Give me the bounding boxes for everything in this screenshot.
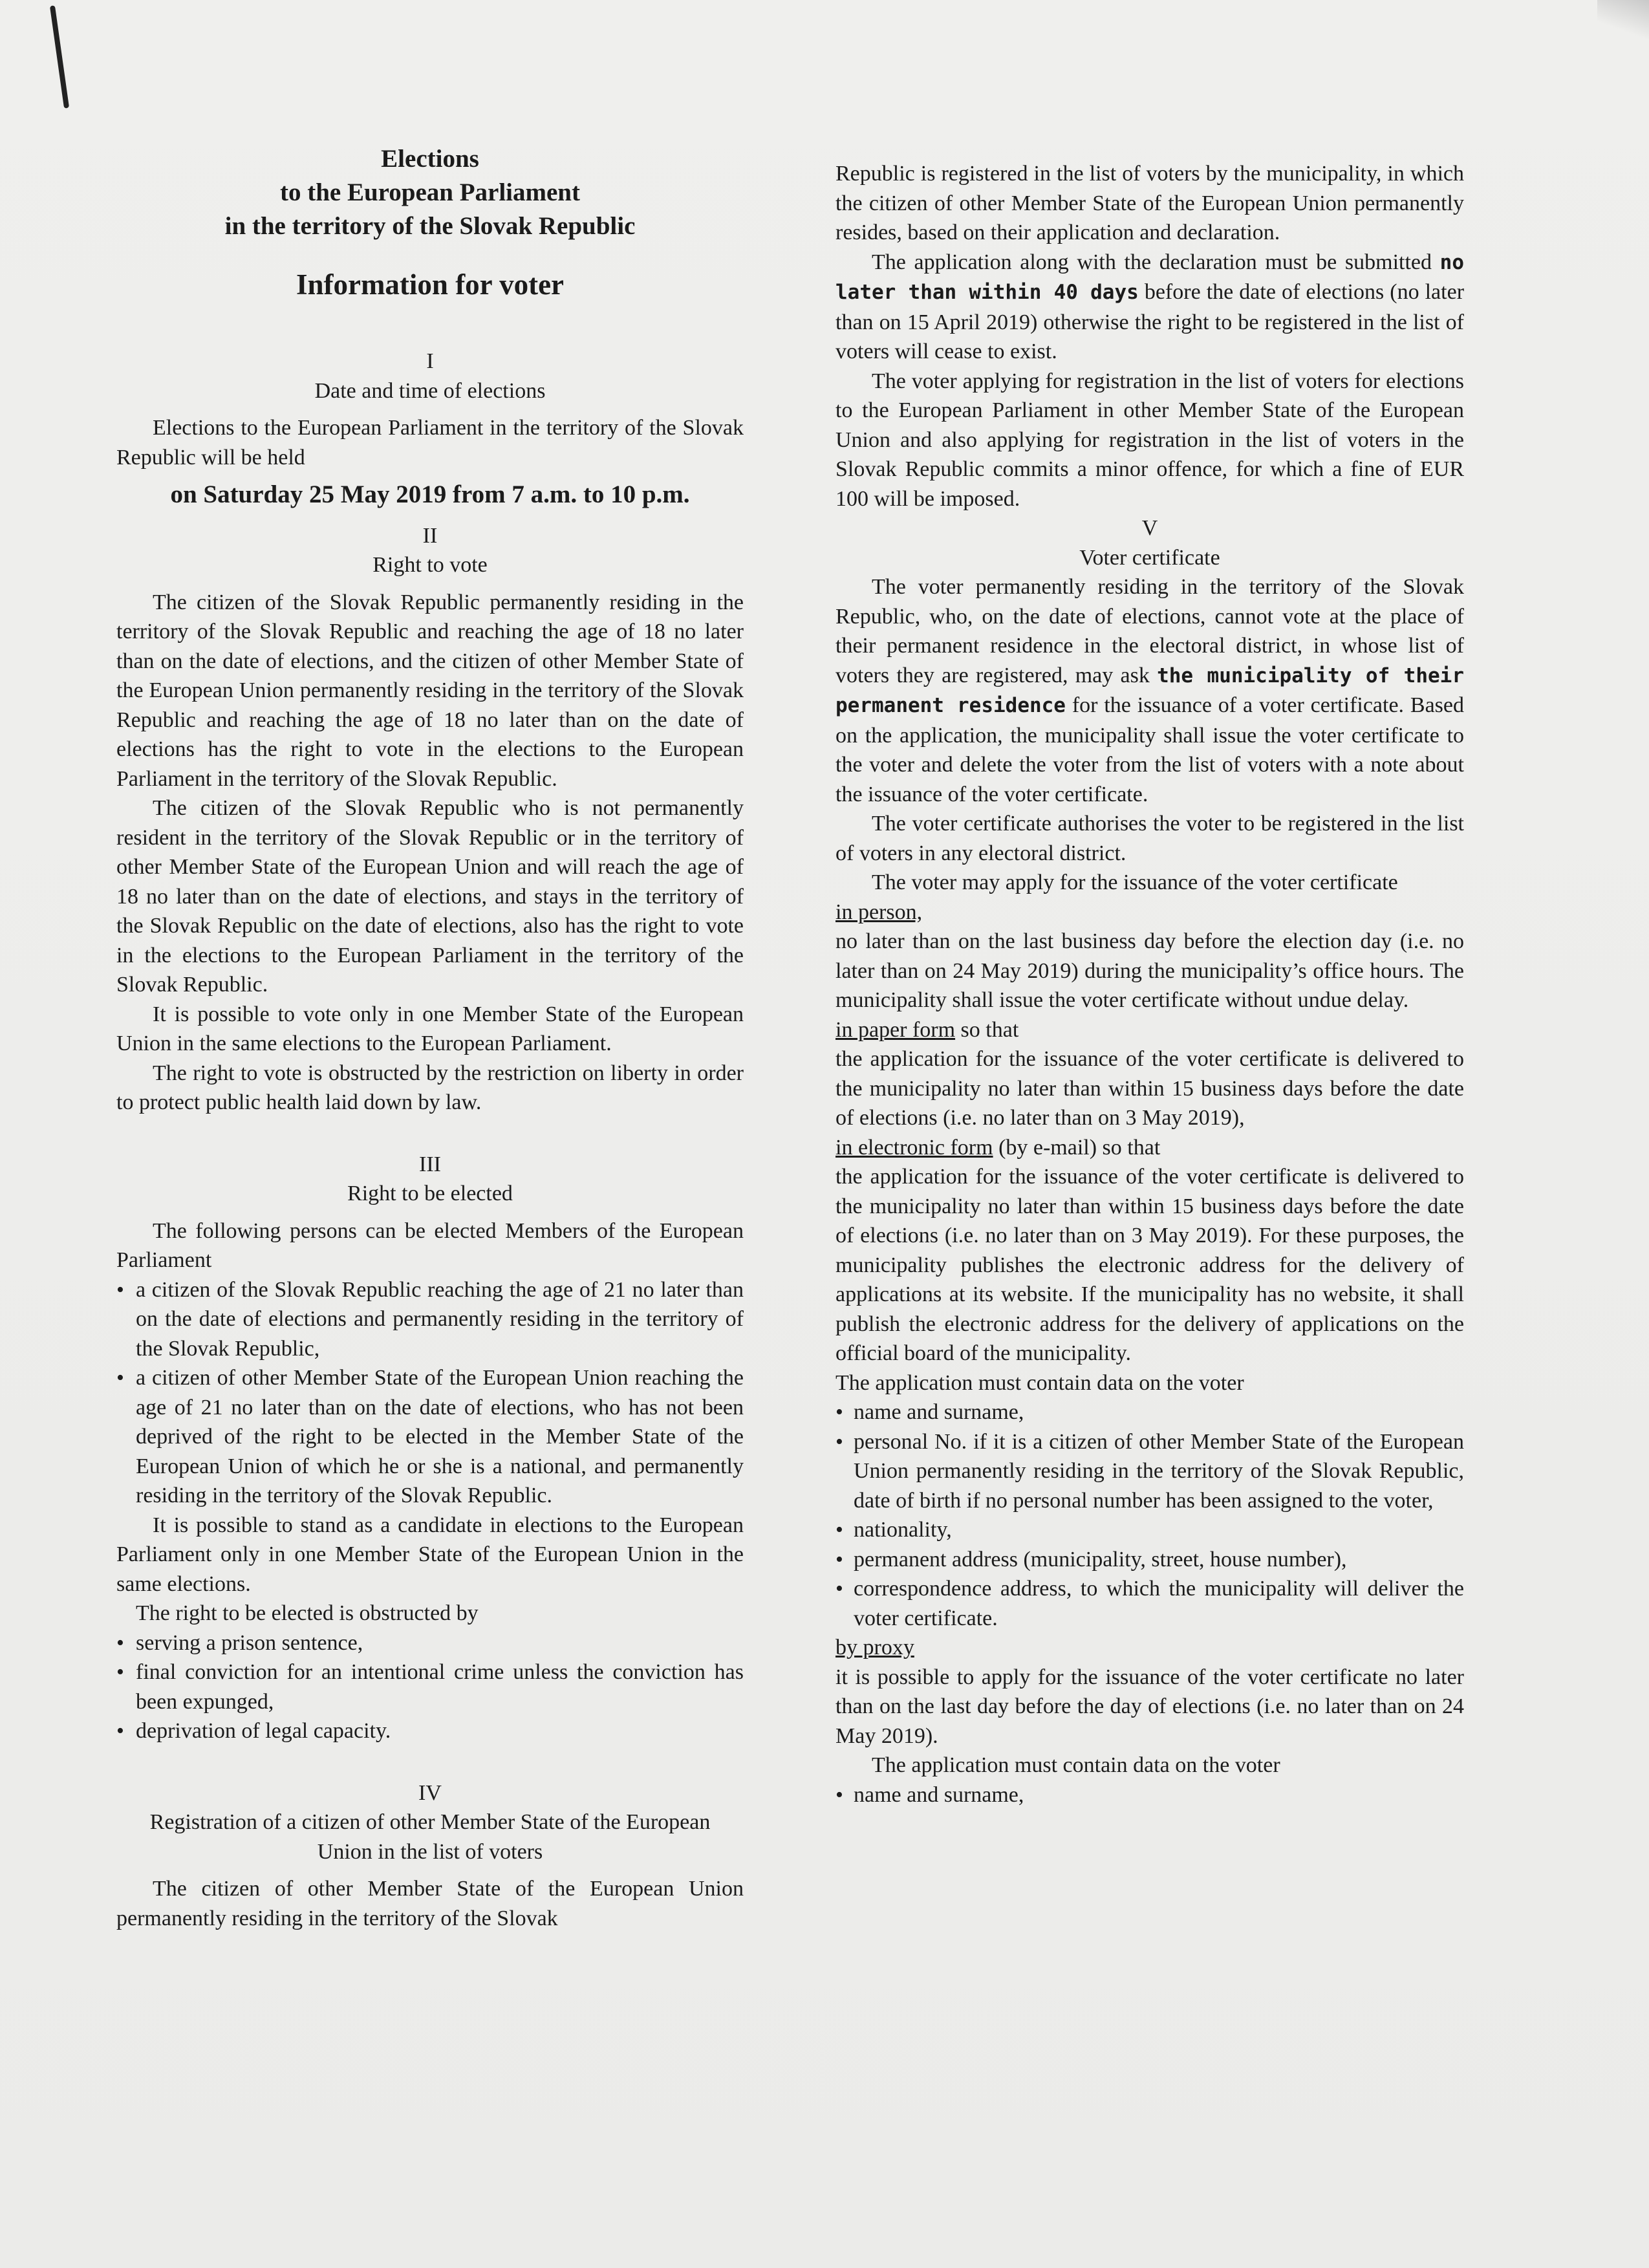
voter-data-list xyxy=(835,1398,1464,1633)
section-3-paragraph-3: The right to be elected is obstructed by xyxy=(136,1601,479,1625)
page-corner-shadow xyxy=(1597,0,1649,39)
paper-form-underline: in paper form xyxy=(835,1017,956,1042)
candidate-eligibility-list xyxy=(116,1275,744,1511)
document-subtitle: Information for voter xyxy=(296,268,565,301)
list-item: • correspondence address, to which the municipality will deliver the voter certificate. xyxy=(835,1574,1464,1633)
electronic-form-underline: in electronic form xyxy=(835,1135,993,1160)
title-line-3: in the territory of the Slovak Republic xyxy=(224,212,636,240)
paper-form-label xyxy=(835,1015,1464,1045)
list-item: • nationality, xyxy=(835,1515,1464,1545)
right-column xyxy=(835,159,1464,1809)
list-item: • name and surname, xyxy=(835,1398,1464,1427)
section-2-paragraph-2: The citizen of the Slovak Republic who is not permanently resident in the territory of the Slovak Republic or in the territory of other Member State of the European Union and will reach the age of 18 no later than on the date of elections, and stays in the territory of the Slovak Republic on the date of elections, also has the right to vote in the elections to the European Parliament in the territory of the Slovak Republic. xyxy=(116,796,744,997)
paper-form-text: the application for the issuance of the voter certificate is delivered to the municipality no later than within 15 business days before the date of elections (i.e. no later than on 3 May 2019), xyxy=(835,1047,1464,1130)
section-4-paragraph-2 xyxy=(835,248,1464,367)
paper-form-suffix: so that xyxy=(955,1017,1019,1042)
section-3-paragraph-2: It is possible to stand as a candidate in elections to the European Parliament only in one Member State of the European Union in the same elections. xyxy=(116,1513,744,1596)
section-1-paragraph: Elections to the European Parliament in the territory of the Slovak Republic will be held xyxy=(116,416,744,470)
proxy-text: it is possible to apply for the issuance of the voter certificate no later than on the last day before the day of elections (i.e. no later than on 24 May 2019). xyxy=(835,1665,1464,1748)
municipality-bold: the municipality of their permanent residence xyxy=(835,664,1464,717)
title-line-1: Elections xyxy=(381,145,479,173)
section-3-heading: Right to be elected xyxy=(347,1182,513,1205)
list-item: • personal No. if it is a citizen of other Member State of the European Union permanently residing in the territory of the Slovak Republic, date of birth if no personal number has been assigned to the voter, xyxy=(835,1427,1464,1516)
left-column xyxy=(116,142,744,1933)
obstruction-list xyxy=(116,1628,744,1746)
list-item: • a citizen of the Slovak Republic reaching the age of 21 no later than on the date of elections and permanently residing in the territory of the Slovak Republic, xyxy=(116,1275,744,1364)
section-4-paragraph-1: The citizen of other Member State of the European Union permanently residing in the territory of the Slovak xyxy=(116,1877,744,1930)
section-2-heading: Right to vote xyxy=(372,553,488,577)
section-3-number: III xyxy=(419,1152,441,1176)
section-1-number: I xyxy=(426,349,434,373)
deadline-bold: no later than within 40 days xyxy=(835,250,1464,304)
section-2-paragraph-3: It is possible to vote only in one Member State of the European Union in the same elections to the European Parliament. xyxy=(116,1002,744,1055)
in-person-underline: in person, xyxy=(835,900,923,924)
section-4-heading: Registration of a citizen of other Member State of the European Union in the list of voters xyxy=(149,1810,711,1864)
list-item: • final conviction for an intentional crime unless the conviction has been expunged, xyxy=(116,1658,744,1716)
proxy-label xyxy=(835,1633,1464,1663)
data-intro: The application must contain data on the voter xyxy=(835,1370,1244,1395)
proxy-underline: by proxy xyxy=(835,1636,914,1659)
list-item: • serving a prison sentence, xyxy=(116,1628,744,1658)
deadline-text-1: The application along with the declaration must be submitted xyxy=(872,250,1440,274)
section-5-paragraph-3: The voter may apply for the issuance of the voter certificate xyxy=(872,870,1398,894)
electronic-form-suffix: (by e-mail) so that xyxy=(993,1135,1161,1160)
section-2-paragraph-4: The right to vote is obstructed by the restriction on liberty in order to protect public health laid down by law. xyxy=(116,1061,744,1114)
section-4-number: IV xyxy=(418,1780,442,1805)
deadline-text-2: before the date of elections (no later than on 15 April 2019) otherwise the right to be registered in the list of voters will cease to exist. xyxy=(835,280,1465,363)
certificate-text-2: for the issuance of a voter certificate. Based on the application, the municipality shall issue the voter certificate to the voter and delete the voter from the list of voters with a note about the issuance of the voter certificate. xyxy=(835,693,1464,806)
electronic-form-text: the application for the issuance of the voter certificate is delivered to the municipality no later than within 15 business days before the date of elections (i.e. no later than on 3 May 2019). For these purposes, the municipality publishes the electronic address for the delivery of applications at its website. If the municipality has no website, it shall publish the electronic address for the delivery of applications on the official board of the municipality. xyxy=(835,1165,1464,1365)
voter-data-list-2 xyxy=(835,1780,1464,1810)
in-person-label xyxy=(835,898,1464,927)
section-5-paragraph-2: The voter certificate authorises the voter to be registered in the list of voters in any electoral district. xyxy=(835,812,1464,865)
list-item: • a citizen of other Member State of the European Union reaching the age of 21 no later than on the date of elections, who has not been deprived of the right to be elected in the Member State of the European Union of which he or she is a national, and permanently residing in the territory of the Slovak Republic. xyxy=(116,1363,744,1511)
section-5-heading: Voter certificate xyxy=(1079,545,1220,570)
election-date: on Saturday 25 May 2019 from 7 a.m. to 10 p.m. xyxy=(170,481,690,508)
section-4-paragraph-3: The voter applying for registration in the list of voters for elections to the European Parliament in other Member State of the European Union and also applying for registration in the list of voters in the Slovak Republic commits a minor offence, for which a fine of EUR 100 will be imposed. xyxy=(835,369,1464,511)
certificate-text-1: The voter permanently residing in the territory of the Slovak Republic, who, on the date of elections, cannot vote at the place of their permanent residence in the electoral district, in whose list of voters they are registered, may ask xyxy=(835,575,1464,687)
document-title xyxy=(116,142,744,243)
section-2-number: II xyxy=(422,523,438,548)
data-intro-2: The application must contain data on the voter xyxy=(872,1753,1280,1777)
section-2-paragraph-1: The citizen of the Slovak Republic permanently residing in the territory of the Slovak Republic and reaching the age of 18 no later than on the date of elections, and the citizen of other Member State of the European Union permanently residing in the territory of the Slovak Republic and reaching the age of 18 no later than on the date of elections has the right to vote in the elections to the European Parliament in the territory of the Slovak Republic. xyxy=(116,590,744,791)
section-1-heading: Date and time of elections xyxy=(314,378,546,403)
scan-pen-mark xyxy=(50,5,69,109)
section-5-number: V xyxy=(1141,516,1158,540)
title-line-2: to the European Parliament xyxy=(279,178,580,206)
section-3-paragraph-1: The following persons can be elected Members of the European Parliament xyxy=(116,1218,744,1272)
list-item: • permanent address (municipality, street, house number), xyxy=(835,1545,1464,1575)
section-4-paragraph-1-continued: Republic is registered in the list of voters by the municipality, in which the citizen of other Member State of the European Union permanently resides, based on their application and declaration. xyxy=(835,162,1464,244)
list-item: • deprivation of legal capacity. xyxy=(116,1716,744,1746)
section-5-paragraph-1 xyxy=(835,572,1464,809)
electronic-form-label xyxy=(835,1133,1464,1163)
in-person-text: no later than on the last business day before the election day (i.e. no later than on 24 May 2019) during the municipality’s office hours. The municipality shall issue the voter certificate without undue delay. xyxy=(835,929,1464,1012)
list-item: • name and surname, xyxy=(835,1780,1464,1810)
